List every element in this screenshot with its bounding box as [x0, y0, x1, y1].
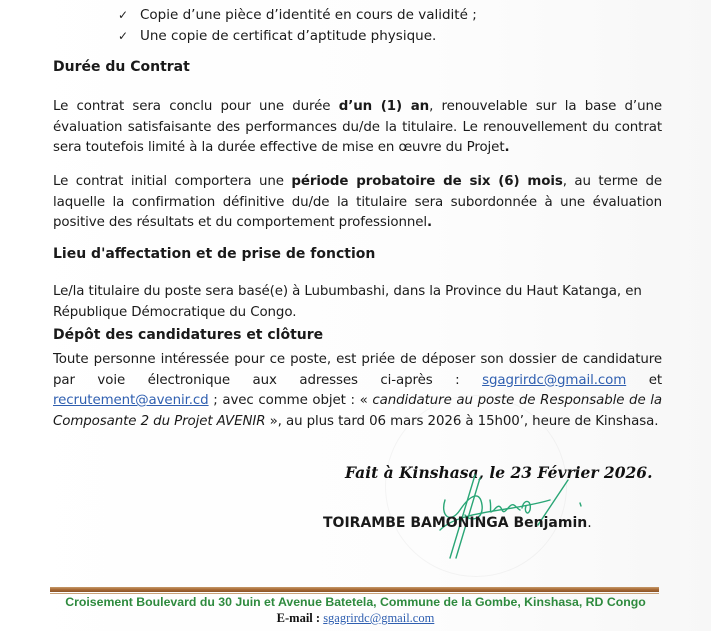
email-link-sgagrirdc[interactable]: sgagrirdc@gmail.com [482, 372, 627, 388]
requirement-text: Une copie de certificat d’aptitude physique. [140, 28, 437, 44]
signer-surname: TOIRAMBE BAMONINGA [323, 515, 509, 531]
paragraph-line: Toute personne intéressée pour ce poste, est priée de déposer son dossier de candidature [53, 352, 662, 367]
paragraph-text [53, 97, 662, 159]
check-icon: ✓ [118, 29, 129, 43]
section-title-duree: Durée du Contrat [53, 59, 190, 75]
footer-divider [50, 587, 659, 592]
section-title-depot: Dépôt des candidatures et clôture [53, 327, 324, 343]
paragraph-text [53, 172, 662, 234]
place-date: Fait à Kinshasa, le 23 Février 2026. [345, 463, 653, 482]
requirement-item [118, 26, 477, 47]
text-run: Le contrat sera conclu pour une durée [53, 99, 339, 114]
text-run: . [587, 515, 592, 531]
signature-stroke [580, 503, 581, 506]
paragraph-text [53, 391, 662, 432]
paragraph-line [53, 371, 662, 392]
email-link-recrutement[interactable]: recrutement@avenir.cd [53, 393, 209, 408]
paragraph-duree-2 [53, 172, 662, 234]
footer-address: Croisement Boulevard du 30 Juin et Avenue Batetela, Commune de la Gombe, Kinshasa, RD Congo [65, 595, 646, 609]
text-run: , renouvelable sur la base d’une évaluation satisfaisante des performances du/de la titulaire. Le renouvellement du contrat sera toutefois limité à la durée effective de mise en œuvre du Projet [53, 99, 662, 155]
section-duree [53, 57, 662, 77]
footer-divider-thin [50, 593, 659, 594]
footer-email [0, 611, 711, 626]
paragraph-depot [53, 350, 662, 432]
signature-stroke [522, 501, 530, 513]
signer-name [323, 515, 592, 531]
email-subject: candidature au poste de Responsable de la Composante 2 du Projet AVENIR [53, 393, 662, 429]
requirement-item [118, 5, 477, 26]
text-run: ; avec comme objet : « [208, 393, 373, 408]
section-depot [53, 325, 662, 345]
text-run: par voie électronique aux adresses ci-après : [53, 372, 460, 388]
section-title-lieu: Lieu d'affectation et de prise de fonction [53, 246, 376, 262]
paragraph-lieu [53, 282, 662, 323]
bold-duration: d’un (1) an [338, 99, 430, 114]
text-run: », au plus tard 06 mars 2026 à 15h00’, heure de Kinshasa. [265, 413, 659, 429]
paragraph-duree-1 [53, 97, 662, 159]
signer-firstname: Benjamin [513, 515, 588, 531]
text-run: . [427, 215, 433, 230]
requirements-list [118, 5, 477, 47]
bold-probation: période probatoire de six (6) mois [291, 174, 563, 189]
footer-email-label: E-mail : [276, 611, 324, 625]
footer-email-link[interactable]: sgagrirdc@gmail.com [323, 611, 435, 625]
text-run: , au terme de laquelle la confirmation définitive du/de la titulaire sera subordonnée à une évaluation positive des résultats et du comportement professionnel [53, 174, 662, 230]
paragraph-text: Le/la titulaire du poste sera basé(e) à Lubumbashi, dans la Province du Haut Katanga, en République Démocratique du Congo. [53, 284, 642, 320]
section-lieu [53, 244, 662, 264]
check-icon: ✓ [118, 8, 129, 22]
text-run: Le contrat initial comportera une [53, 174, 292, 189]
requirement-text: Copie d’une pièce d’identité en cours de validité ; [140, 7, 477, 23]
text-run: . [504, 140, 510, 155]
text-run: et [648, 372, 662, 388]
